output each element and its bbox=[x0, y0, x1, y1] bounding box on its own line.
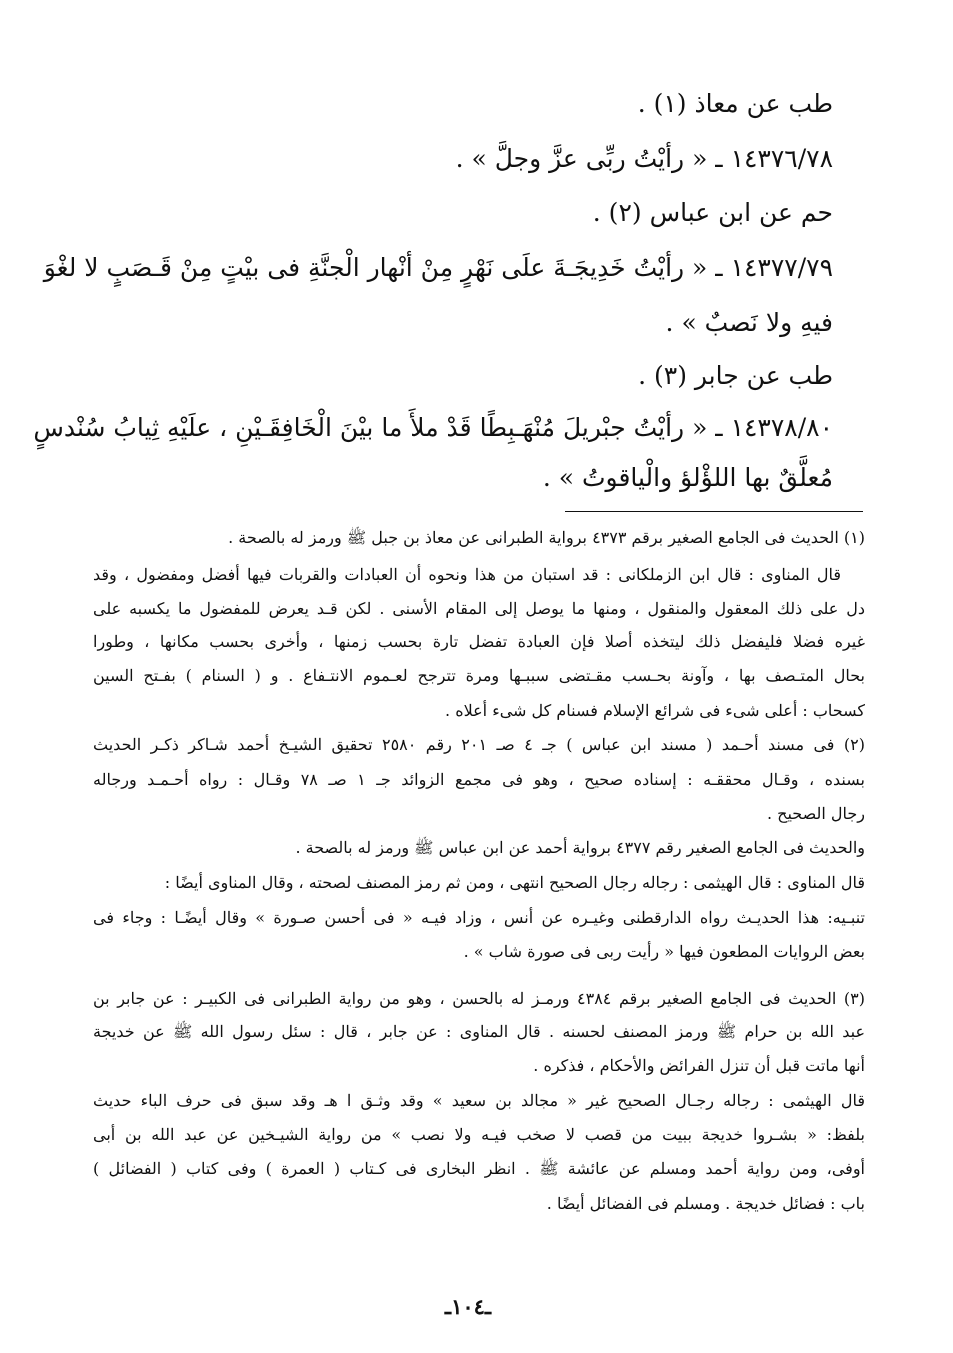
footnote-1-line: غيره فضلا فليفضل ذلك ليتخذه أصلا فإن العبادة تفضل تارة بحسب زمنها ، وأخرى بحسب مكانها ، وطورا bbox=[93, 632, 865, 651]
footnote-3-line: أوفى، ومن رواية أحمد ومسلم عن عائشة ﷺ . انظر البخارى فى كـتاب ( العمرة ) وفى كتاب ( الفضائل ) bbox=[93, 1159, 865, 1178]
footnote-2-line: بعض الروايات المطعون فيها « رأيت ربى فى صورة شاب » . bbox=[463, 942, 865, 961]
footnote-2-line: والحديث فى الجامع الصغير رقم ٤٣٧٧ برواية أحمد عن ابن عباس ﷺ ورمز له بالصحة . bbox=[295, 838, 865, 857]
main-text-line: مُعلَّقٌ بها اللؤْلؤ والْياقوتُ » . bbox=[542, 463, 833, 492]
hadith-80-line: ١٤٣٧٨/٨٠ ـ « رأيْتُ جبْريلَ مُنْهَـبِطًا قَدْ ملأَ ما بيْنَ الْخَافِقَـيْنِ ، علَيْهِ ثِيابُ سُنْدسٍ bbox=[33, 413, 833, 442]
hadith-78-line: ١٤٣٧٦/٧٨ ـ « رأيْتُ ربِّى عزَّ وجلَّ » . bbox=[455, 144, 833, 173]
footnote-3-line: عبد الله بن حرام ﷺ ورمز المصنف لحسنه . قال المناوى : عن جابر ، قال : سئل رسول الله ﷺ عن خديجة bbox=[93, 1022, 865, 1041]
footnote-3-line: أنها ماتت قبل أن تنزل الفرائض والأحكام ، فذكره . bbox=[533, 1056, 865, 1075]
footnote-3-line: باب : فضائل خديجة . ومسلم فى الفضائل أيضًا . bbox=[546, 1194, 865, 1213]
footnote-1-line: بحال المتـصف بها ، وآونة بحـسب مقـتضى سببـها ومرة تترجح لعـموم الانتـفاع . و ( السنام ) بفـتح السين bbox=[93, 666, 866, 685]
footnote-3-line: قال الهيثمى : رجاله رجـال الصحيح غير « مجالد بن سعيد » وقد وثـق ا هـ وقد سبق فى حرف الباء حديث bbox=[93, 1091, 865, 1110]
footnote-2-line: قال المناوى : قال الهيثمى : رجاله رجال الصحيح انتهى ، ومن ثم رمز المصنف لصحته ، وقال المناوى أيضًا : bbox=[164, 873, 865, 892]
footnote-3-line: (٣) الحديث فى الجامع الصغير برقم ٤٣٨٤ ورمـز له بالحسن ، وهو من رواية الطبرانى فى الكبيـر : عن جابر بن bbox=[93, 989, 865, 1008]
main-text-line: طب عن معاذ (١) . bbox=[637, 89, 833, 118]
footnote-3-line: بلفظ: « بشـروا خديجة ببيت من قصب لا صخب فيـه ولا نصب » من رواية الشيـخين عن عبد الله بن أبى bbox=[93, 1125, 865, 1144]
main-text-line: حم عن ابن عباس (٢) . bbox=[592, 198, 833, 227]
page-number: ـ١٠٤ـ bbox=[444, 1294, 492, 1319]
footnote-2-line: بسنده ، وقـال محققـه : إسناده صحيح ، وهو فى مجمع الزوائد جـ ١ صـ ٧٨ وقـال : رواه أحـمـد ورجاله bbox=[93, 770, 865, 789]
main-text-line: فيهِ ولا نَصبٌ » . bbox=[665, 308, 833, 337]
main-text-line: طب عن جابر (٣) . bbox=[638, 361, 833, 390]
hadith-79-line: ١٤٣٧٧/٧٩ ـ « رأيْتُ خَدِيجَـةَ علَى نَهْرٍ مِنْ أنْهار الْجنَّةِ فى بيْتٍ مِنْ قَـصَبٍ لا لغْوَ bbox=[43, 253, 833, 282]
footnote-1-line: كسحاب : أعلى شىء فى شرائع الإسلام فسنام كل شىء أعلاه . bbox=[445, 701, 865, 720]
footnote-1-line: دل على ذلك المعقول والمنقول ، ومنها ما يوصل إلى المقام الأسنى . لكن قـد يعرض للمفضول ما يكسبه على bbox=[93, 599, 865, 618]
footnote-1-line: قال المناوى : قال ابن الزملكانى : قد استبان من هذا ونحوه أن العبادات والقربات فيها أفضل ومفضول ، وقد bbox=[93, 565, 841, 584]
footnote-2-line: رجال الصحيح . bbox=[766, 804, 865, 823]
footnote-1-line: (١) الحديث فى الجامع الصغير برقم ٤٣٧٣ برواية الطبرانى عن معاذ بن جبل ﷺ ورمز له بالصحة . bbox=[228, 528, 865, 547]
footnote-divider bbox=[565, 511, 863, 512]
footnote-2-line: تنبـيه: هذا الحديـث رواه الدارقطنى وغيـره عن أنس ، وزاد فيـه « فى أحسن صـورة » وقال أيضًـا : وجاء فى bbox=[93, 908, 865, 927]
footnote-2-line: (٢) فى مسند أحـمد ( مسند ابن عباس ) جـ ٤ صـ ٢٠١ رقم ٢٥٨٠ تحقيق الشيـخ أحمد شـاكر ذكـر الحديث bbox=[93, 735, 865, 754]
